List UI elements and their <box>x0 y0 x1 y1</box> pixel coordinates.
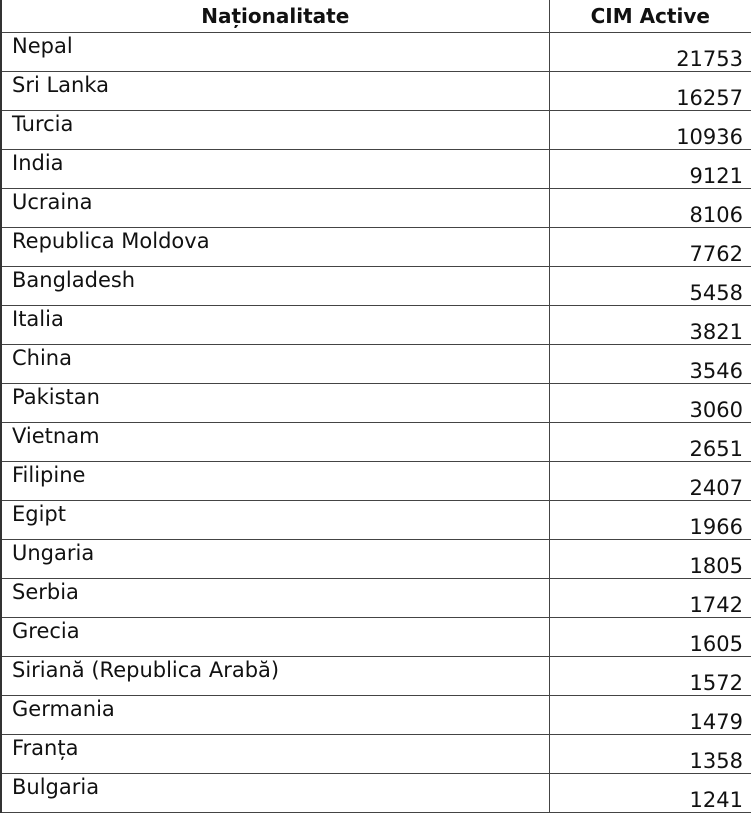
table-row <box>1 657 751 696</box>
nationality-cell: China <box>1 345 549 384</box>
cim-active-cell: 1805 <box>549 540 751 579</box>
table-row <box>1 111 751 150</box>
table-row <box>1 462 751 501</box>
cim-active-cell: 2651 <box>549 423 751 462</box>
cim-active-cell: 5458 <box>549 267 751 306</box>
cim-active-cell: 1572 <box>549 657 751 696</box>
nationality-cell: Franța <box>1 735 549 774</box>
nationality-cell: Vietnam <box>1 423 549 462</box>
table-header-row <box>1 0 751 33</box>
cim-active-cell: 1479 <box>549 696 751 735</box>
nationality-cell: Egipt <box>1 501 549 540</box>
nationality-cell: Ungaria <box>1 540 549 579</box>
cim-active-cell: 1966 <box>549 501 751 540</box>
nationality-cell: Ucraina <box>1 189 549 228</box>
header-cim-active: CIM Active <box>549 0 751 33</box>
cim-active-cell: 7762 <box>549 228 751 267</box>
table-row <box>1 306 751 345</box>
table-row <box>1 618 751 657</box>
nationality-cell: Bulgaria <box>1 774 549 813</box>
nationality-cell: Serbia <box>1 579 549 618</box>
nationality-cell: Bangladesh <box>1 267 549 306</box>
cim-active-cell: 3546 <box>549 345 751 384</box>
cim-active-cell: 2407 <box>549 462 751 501</box>
cim-active-cell: 1605 <box>549 618 751 657</box>
table-row <box>1 267 751 306</box>
nationality-cell: Germania <box>1 696 549 735</box>
table-row <box>1 501 751 540</box>
cim-active-cell: 9121 <box>549 150 751 189</box>
table-row <box>1 579 751 618</box>
nationality-cell: Filipine <box>1 462 549 501</box>
nationality-cell: Nepal <box>1 33 549 72</box>
cim-active-cell: 21753 <box>549 33 751 72</box>
table-row <box>1 423 751 462</box>
nationality-cell: Turcia <box>1 111 549 150</box>
table-row <box>1 540 751 579</box>
header-nationality: Naționalitate <box>1 0 549 33</box>
nationality-cell: Pakistan <box>1 384 549 423</box>
cim-active-cell: 16257 <box>549 72 751 111</box>
table-row <box>1 33 751 72</box>
table-row <box>1 189 751 228</box>
table-row <box>1 384 751 423</box>
nationality-cell: Republica Moldova <box>1 228 549 267</box>
nationality-cell: Sri Lanka <box>1 72 549 111</box>
cim-active-cell: 10936 <box>549 111 751 150</box>
cim-active-cell: 8106 <box>549 189 751 228</box>
cim-active-cell: 1241 <box>549 774 751 813</box>
nationality-cell: Siriană (Republica Arabă) <box>1 657 549 696</box>
table-row <box>1 228 751 267</box>
table-row <box>1 774 751 813</box>
nationality-cell: India <box>1 150 549 189</box>
cim-active-cell: 1358 <box>549 735 751 774</box>
table-row <box>1 150 751 189</box>
table-row <box>1 696 751 735</box>
table-row <box>1 72 751 111</box>
table-row <box>1 735 751 774</box>
cim-active-cell: 3821 <box>549 306 751 345</box>
nationality-cell: Grecia <box>1 618 549 657</box>
table-body <box>1 33 751 813</box>
nationality-cell: Italia <box>1 306 549 345</box>
cim-active-cell: 3060 <box>549 384 751 423</box>
cim-active-cell: 1742 <box>549 579 751 618</box>
table-row <box>1 345 751 384</box>
